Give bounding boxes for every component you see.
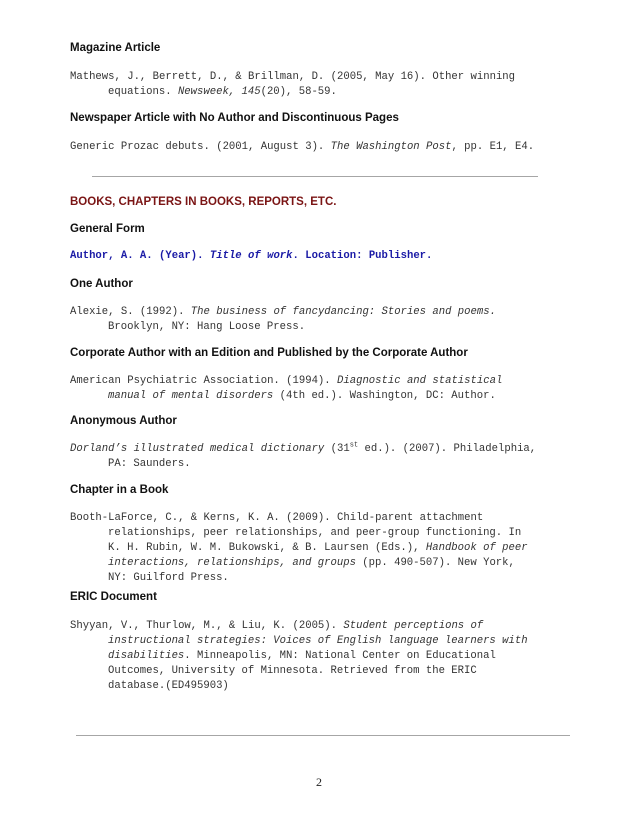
newspaper-line-1	[70, 140, 590, 155]
magazine-reference	[70, 70, 590, 100]
corporate-reference	[70, 374, 590, 404]
anonymous-edition: (31	[324, 443, 350, 455]
chapter-line-5: NY: Guilford Press.	[108, 572, 229, 584]
newspaper-text: Generic Prozac debuts. (2001, August 3).	[70, 141, 331, 153]
eric-title-a: Student perceptions of	[343, 620, 484, 632]
corporate-line-1	[70, 374, 590, 389]
corporate-text: American Psychiatric Association. (1994).	[70, 375, 338, 387]
one-author-title: The business of fancydancing: Stories and poems.	[190, 306, 496, 318]
newspaper-title: The Washington Post	[330, 141, 452, 153]
one-author-heading: One Author	[70, 278, 133, 290]
magazine-line-2-tail: (20), 58-59.	[260, 86, 337, 98]
corporate-heading: Corporate Author with an Edition and Published by the Corporate Author	[70, 347, 468, 359]
corporate-tail: (4th ed.). Washington, DC: Author.	[273, 390, 496, 402]
chapter-pages: (pp. 490-507). New York,	[355, 557, 515, 569]
chapter-editors: K. H. Rubin, W. M. Bukowski, & B. Laursen (Eds.),	[108, 542, 426, 554]
general-form-c: . Location: Publisher.	[292, 250, 433, 262]
divider-rule-bottom	[76, 735, 570, 736]
one-author-line-2: Brooklyn, NY: Hang Loose Press.	[108, 321, 306, 333]
newspaper-tail: , pp. E1, E4.	[451, 141, 535, 153]
eric-title-c: disabilities	[108, 650, 185, 662]
anonymous-sup: st	[349, 441, 359, 450]
chapter-line-1: Booth-LaForce, C., & Kerns, K. A. (2009). Child-parent attachment	[70, 512, 484, 524]
one-author-line-1	[70, 305, 590, 320]
chapter-line-3	[70, 541, 590, 556]
newspaper-heading: Newspaper Article with No Author and Discontinuous Pages	[70, 112, 399, 124]
corporate-line-2	[70, 389, 590, 404]
chapter-reference	[70, 511, 590, 586]
eric-line-4: Outcomes, University of Minnesota. Retrieved from the ERIC	[108, 665, 477, 677]
corporate-title-a: Diagnostic and statistical	[337, 375, 503, 387]
general-form-title: Title of work	[209, 250, 293, 262]
chapter-line-4	[70, 556, 590, 571]
chapter-line-2: relationships, peer relationships, and peer-group functioning. In	[108, 527, 522, 539]
divider-rule-top	[92, 176, 538, 177]
anonymous-reference	[70, 442, 590, 472]
one-author-text: Alexie, S. (1992).	[70, 306, 191, 318]
corporate-title-b: manual of mental disorders	[108, 390, 274, 402]
magazine-heading: Magazine Article	[70, 42, 161, 54]
anonymous-title: Dorland’s illustrated medical dictionary	[70, 443, 325, 455]
eric-publisher: . Minneapolis, MN: National Center on Educational	[184, 650, 496, 662]
eric-line-3	[70, 649, 590, 664]
general-form-template	[70, 250, 432, 262]
chapter-heading: Chapter in a Book	[70, 484, 169, 496]
general-form-a: Author, A. A. (Year).	[70, 250, 210, 262]
anonymous-line-1	[70, 442, 590, 457]
one-author-reference	[70, 305, 590, 335]
chapter-book-title-b: interactions, relationships, and groups	[108, 557, 356, 569]
anonymous-heading: Anonymous Author	[70, 415, 177, 427]
page-number: 2	[316, 775, 322, 789]
magazine-line-2	[70, 85, 590, 100]
anonymous-tail: ed.). (2007). Philadelphia,	[358, 443, 537, 455]
books-section-heading: BOOKS, CHAPTERS IN BOOKS, REPORTS, ETC.	[70, 196, 337, 208]
general-form-heading: General Form	[70, 223, 145, 235]
magazine-line-2-text: equations.	[108, 86, 178, 98]
eric-line-2	[70, 634, 590, 649]
magazine-line-1: Mathews, J., Berrett, D., & Brillman, D. (2005, May 16). Other winning	[70, 71, 516, 83]
eric-line-5: database.(ED495903)	[108, 680, 229, 692]
eric-line-1	[70, 619, 590, 634]
magazine-journal: Newsweek, 145	[177, 86, 261, 98]
newspaper-reference	[70, 140, 590, 155]
eric-reference	[70, 619, 590, 694]
eric-title-b: instructional strategies: Voices of English language learners with	[108, 635, 528, 647]
chapter-book-title-a: Handbook of peer	[425, 542, 528, 554]
eric-heading: ERIC Document	[70, 591, 157, 603]
eric-authors: Shyyan, V., Thurlow, M., & Liu, K. (2005).	[70, 620, 344, 632]
anonymous-line-2: PA: Saunders.	[108, 458, 191, 470]
